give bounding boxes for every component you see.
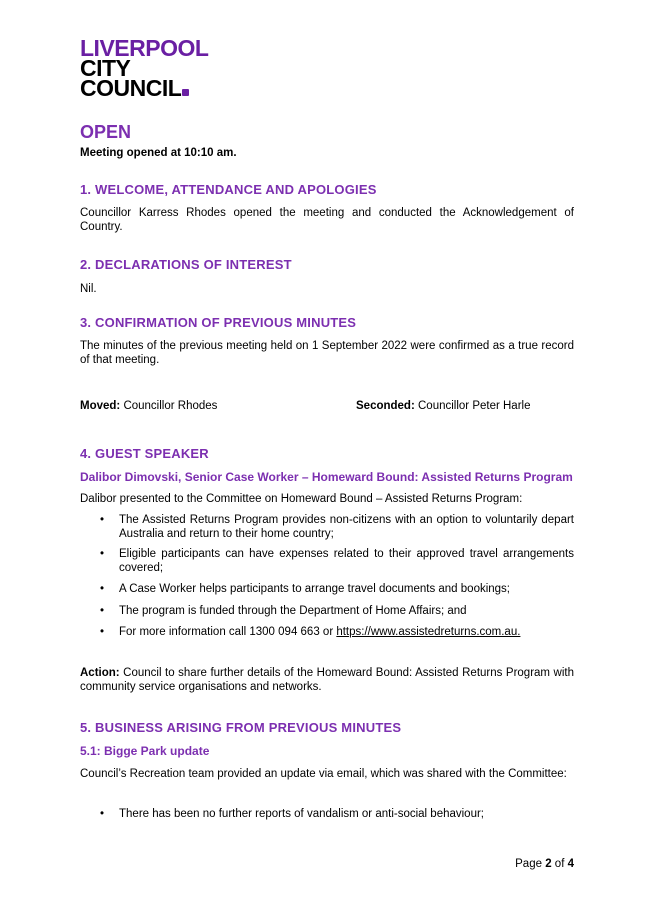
logo-square-icon — [182, 89, 189, 96]
seconded-field: Seconded: Councillor Peter Harle — [356, 400, 531, 412]
council-logo — [80, 35, 209, 101]
section-4-subheading: Dalibor Dimovski, Senior Case Worker – Homeward Bound: Assisted Returns Program — [80, 470, 573, 484]
document-page: LIVERPOOL CITY COUNCIL OPEN Meeting opened at 10:10 am. 1. WELCOME, ATTENDANCE AND APOLOGIES Councillor Karress Rhodes opened the meeting and conducted the Acknowledgement of Country. 2. DECLARATIONS OF INTEREST Nil. 3. CONFIRMATION OF PREVIOUS MINUTES The minutes of the previous meeting held on 1 September 2022 were confirmed as a true record of that meeting. Moved: Councillor Rhodes Seconded: Councillor Peter Harle 4. GUEST SPEAKER Dalibor Dimovski, Senior Case Worker – Homeward Bound: Assisted Returns Program Dalibor presented to the Committee on Homeward Bound – Assisted Returns Program: • The Assisted Returns Program provides non-citizens with an option to voluntarily depart Australia and return to their home country; • Eligible participants can have expenses related to their approved travel arrangements covered; • A Case Worker helps participants to arrange travel documents and bookings; • The program is funded through the Department of Home Affairs; and • For more information call 1300 094 663 or https://www.assistedreturns.com.au. Action: Council to share further details of the Homeward Bound: Assisted Returns Program with community service organisations and networks. 5. BUSINESS ARISING FROM PREVIOUS MINUTES 5.1: Bigge Park update Council’s Recreation team provided an update via email, which was shared with the Committee: • There has been no further reports of vandalism or anti-social behaviour; Page 2 of 4 — [80, 35, 574, 870]
section-3-body: The minutes of the previous meeting held on 1 September 2022 were confirmed as a true record of that meeting. — [80, 340, 574, 366]
section-2-heading: 2. DECLARATIONS OF INTEREST — [80, 257, 292, 272]
section-2-body: Nil. — [80, 283, 97, 295]
section-1-body: Councillor Karress Rhodes opened the meeting and conducted the Acknowledgement of Country. — [80, 207, 574, 233]
moved-field: Moved: Councillor Rhodes — [80, 400, 218, 412]
open-heading: OPEN — [80, 122, 132, 142]
section-3-heading: 3. CONFIRMATION OF PREVIOUS MINUTES — [80, 315, 357, 330]
action-text: Action: Council to share further details of the Homeward Bound: Assisted Returns Program with community service organisations and networks. — [80, 667, 574, 693]
section-5-intro: Council’s Recreation team provided an update via email, which was shared with the Committee: — [80, 768, 567, 780]
page-number: Page 2 of 4 — [515, 858, 574, 870]
section-5-heading: 5. BUSINESS ARISING FROM PREVIOUS MINUTES — [80, 720, 402, 735]
logo-line-2: CITY — [80, 55, 131, 81]
section-4-intro: Dalibor presented to the Committee on Homeward Bound – Assisted Returns Program: — [80, 493, 523, 505]
meeting-opened-text: Meeting opened at 10:10 am. — [80, 147, 237, 159]
moved-seconded-row — [80, 400, 574, 412]
logo-line-1: LIVERPOOL — [80, 35, 209, 61]
section-1-heading: 1. WELCOME, ATTENDANCE AND APOLOGIES — [80, 182, 377, 197]
assisted-returns-link[interactable]: https://www.assistedreturns.com.au. — [336, 626, 521, 638]
section-5-subheading: 5.1: Bigge Park update — [80, 744, 210, 758]
section-4-heading: 4. GUEST SPEAKER — [80, 446, 209, 461]
logo-line-3: COUNCIL — [80, 78, 208, 98]
